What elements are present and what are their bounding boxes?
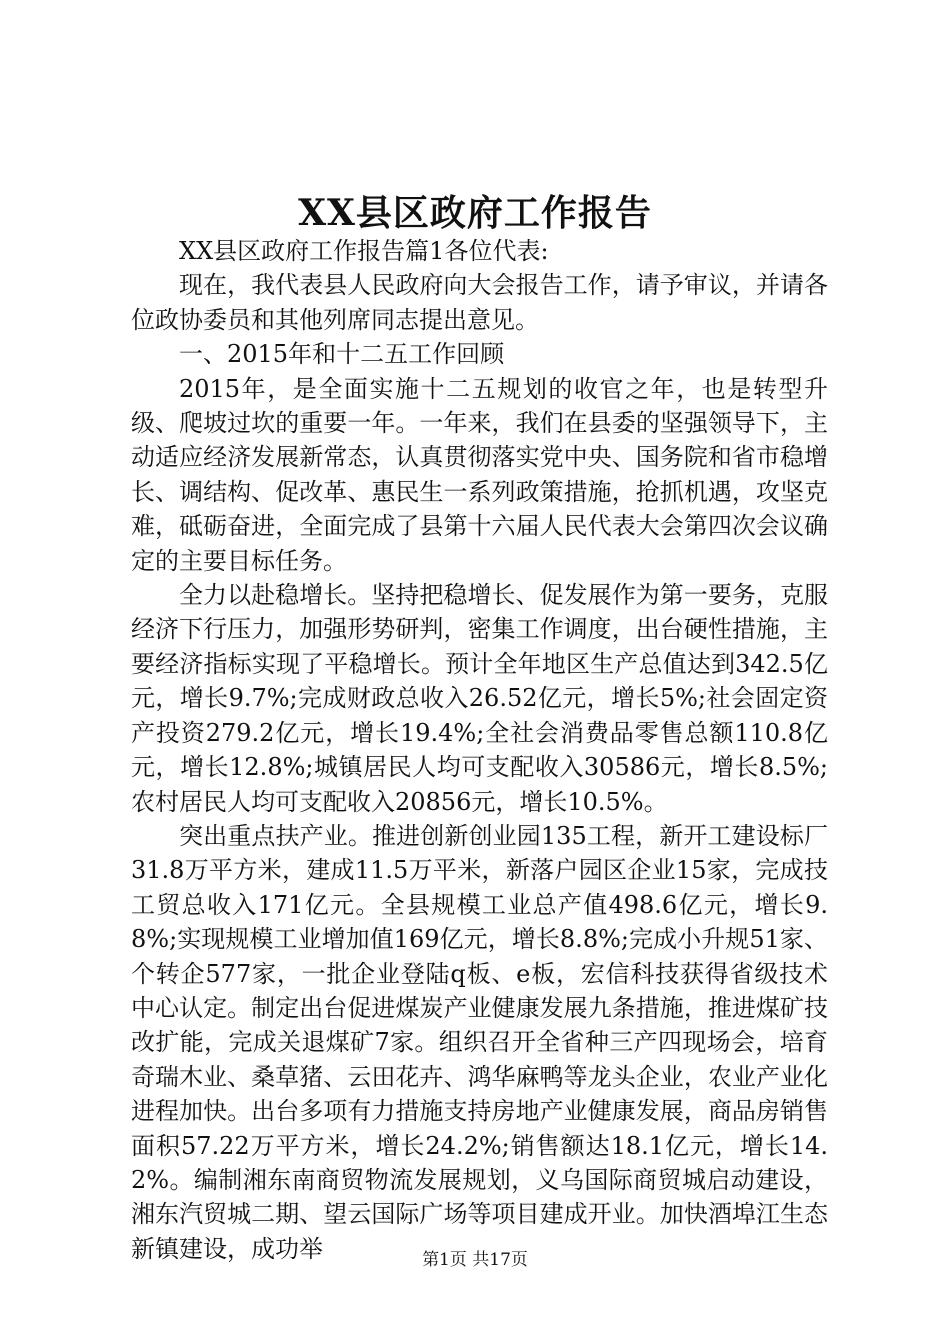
paragraph: 现在，我代表县人民政府向大会报告工作，请予审议，并请各位政协委员和其他列席同志提出意见。 [131,271,828,334]
document-body [131,234,828,1266]
paragraph: 全力以赴稳增长。坚持把稳增长、促发展作为第一要务，克服经济下行压力，加强形势研判，密集工作调度，出台硬性措施，主要经济指标实现了平稳增长。预计全年地区生产总值达到342.5亿元，增长9.7%;完成财政总收入26.52亿元，增长5%;社会固定资产投资279.2亿元，增长19.4%;全社会消费品零售总额110.8亿元，增长12.8%;城镇居民人均可支配收入30586元，增长8.5%;农村居民人均可支配收入20856元，增长10.5%。 [131,581,828,816]
paragraph: XX县区政府工作报告篇1各位代表: [179,237,549,265]
paragraph: 2015年，是全面实施十二五规划的收官之年，也是转型升级、爬坡过坎的重要一年。一年来，我们在县委的坚强领导下，主动适应经济发展新常态，认真贯彻落实党中央、国务院和省市稳增长、调结构、促改革、惠民生一系列政策措施，抢抓机遇，攻坚克难，砥砺奋进，全面完成了县第十六届人民代表大会第四次会议确定的主要目标任务。 [131,374,828,575]
document-title: XX县区政府工作报告 [298,192,652,234]
page-number-footer: 第1页 共17页 [422,1250,528,1270]
section-heading: 一、2015年和十二五工作回顾 [179,340,505,369]
paragraph: 突出重点扶产业。推进创新创业园135工程，新开工建设标厂31.8万平方米，建成11.5万平米，新落户园区企业15家，完成技工贸总收入171亿元。全县规模工业总产值498.6亿元，增长9.8%;实现规模工业增加值169亿元，增长8.8%;完成小升规51家、个转企577家，一批企业登陆q板、e板，宏信科技获得省级技术中心认定。制定出台促进煤炭产业健康发展九条措施，推进煤矿技改扩能，完成关退煤矿7家。组织召开全省种三产四现场会，培育奇瑞木业、桑草猪、云田花卉、鸿华麻鸭等龙头企业，农业产业化进程加快。出台多项有力措施支持房地产业健康发展，商品房销售面积57.22万平方米，增长24.2%;销售额达18.1亿元，增长14.2%。编制湘东南商贸物流发展规划，义乌国际商贸城启动建设，湘东汽贸城二期、望云国际广场等项目建成开业。加快酒埠江生态新镇建设，成功举 [131,821,828,1263]
